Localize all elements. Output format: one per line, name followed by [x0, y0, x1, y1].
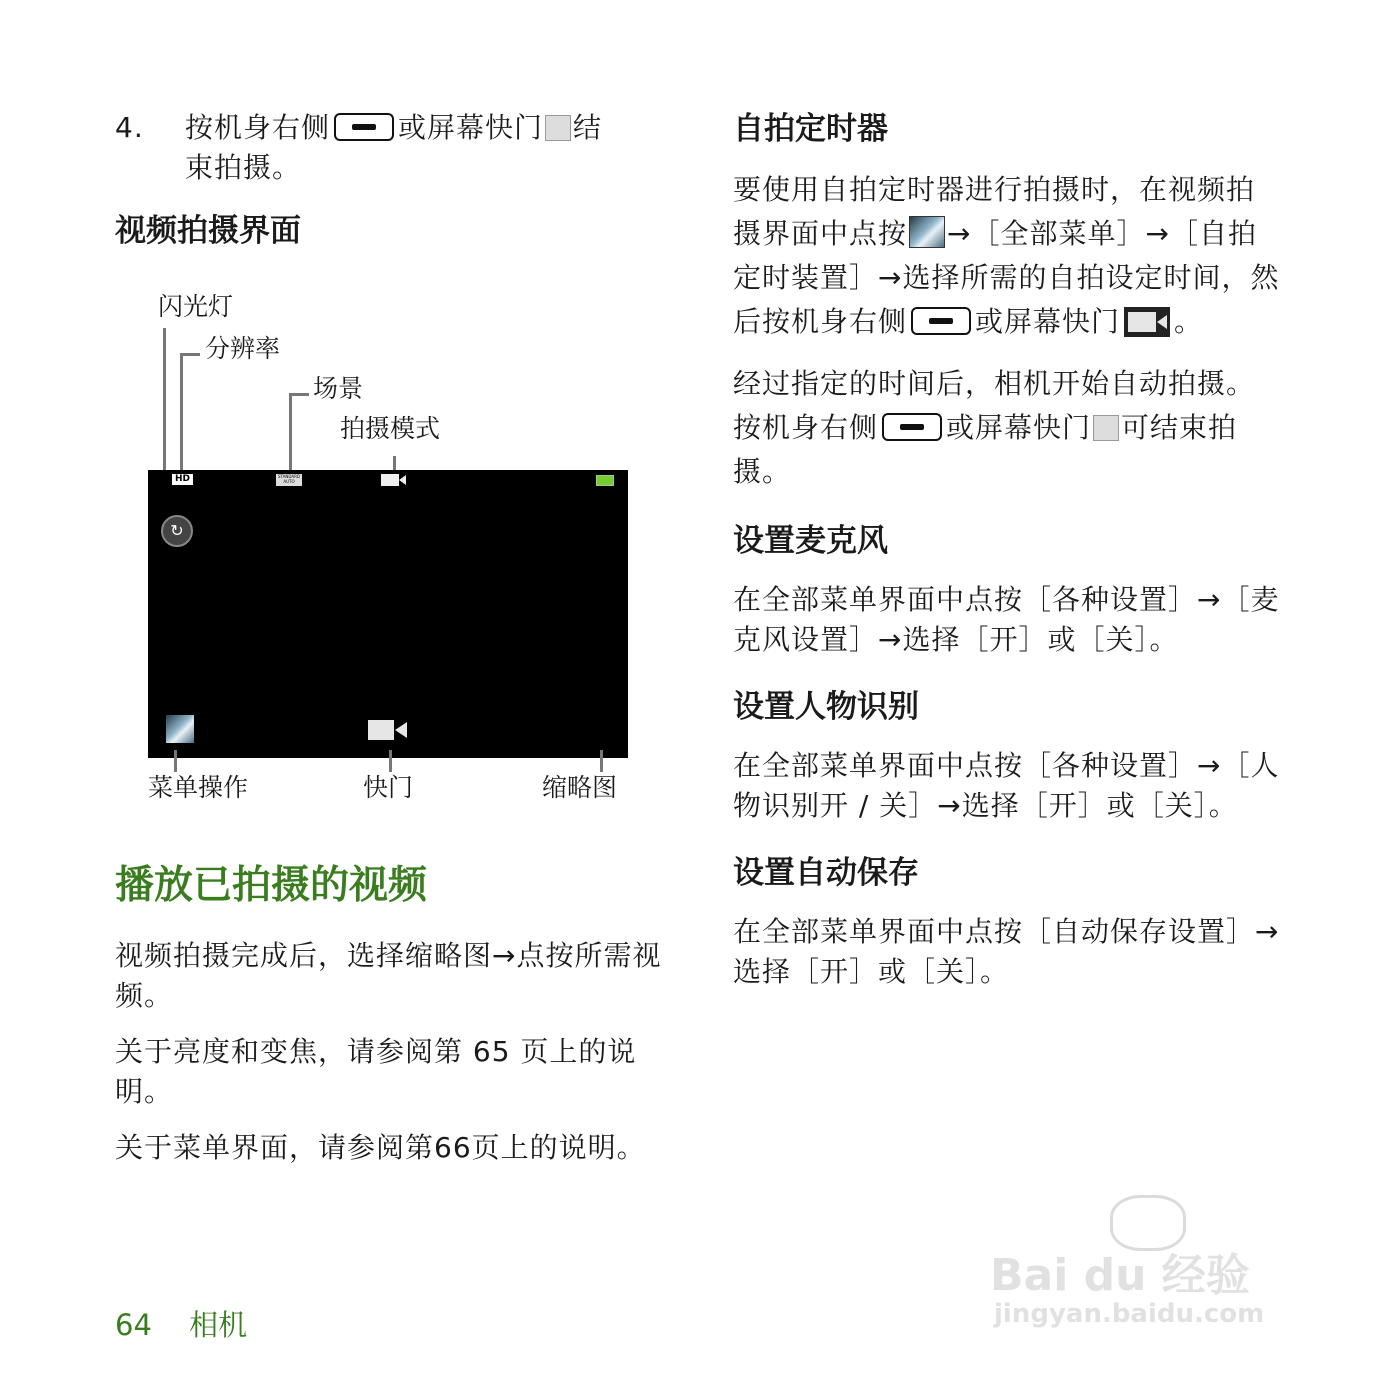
label-scene: 场景 [313, 374, 364, 403]
video-mode-icon-tip [399, 475, 406, 485]
step-4 [115, 108, 665, 188]
playback-paragraph-2: 关于亮度和变焦，请参阅第 65 页上的说明。 [115, 1035, 637, 1108]
timer-text: →［全部菜单］→［自拍定时装置］→选择所需的自拍设定时间，然后按机身右侧 [733, 217, 1280, 338]
label-mode: 拍摄模式 [340, 414, 441, 443]
page-footer [115, 1303, 247, 1344]
footer-section: 相机 [189, 1308, 248, 1342]
face-paragraph: 在全部菜单界面中点按［各种设置］→［人物识别开 / 关］→选择［开］或［关］。 [733, 749, 1280, 822]
timer-text: 或屏幕快门 [975, 305, 1121, 338]
timer-text: 可结束拍摄。 [733, 411, 1238, 488]
timer-paragraph-1 [733, 168, 1283, 344]
side-button-icon [334, 113, 394, 141]
face-title: 设置人物识别 [733, 689, 919, 725]
timer-icon[interactable]: ↻ [161, 515, 193, 547]
playback-title: 播放已拍摄的视频 [115, 863, 428, 908]
leader-thumbnail [600, 750, 603, 772]
leader-resolution-v [180, 353, 183, 473]
left-column [115, 108, 665, 252]
watermark-brand: Bai du 经验 [990, 1250, 1250, 1301]
leader-scene-h [289, 393, 309, 396]
leader-scene-v [289, 393, 292, 473]
side-button-icon [911, 307, 971, 335]
video-mode-icon [381, 474, 399, 486]
section-title-video-ui: 视频拍摄界面 [115, 213, 301, 249]
label-resolution: 分辨率 [205, 334, 281, 363]
playback-paragraph-3: 关于菜单界面，请参阅第66页上的说明。 [115, 1131, 646, 1164]
autosave-paragraph: 在全部菜单界面中点按［自动保存设置］→选择［开］或［关］。 [733, 915, 1280, 988]
timer-text: 。 [1174, 305, 1204, 338]
battery-icon [596, 475, 614, 486]
mic-title: 设置麦克风 [733, 523, 888, 559]
label-menu: 菜单操作 [148, 773, 249, 802]
step-number: 4. [115, 111, 144, 144]
shutter-icon [1093, 415, 1119, 441]
label-flash: 闪光灯 [158, 292, 234, 321]
leader-shutter [389, 750, 392, 772]
leader-menu [174, 750, 177, 772]
scene-badge-bottom: AUTO [283, 479, 295, 484]
right-column [733, 108, 1283, 992]
timer-text: 要使用自拍定时器进行拍摄时，在视频拍摄界面中点按 [733, 173, 1256, 250]
label-shutter: 快门 [363, 773, 414, 802]
label-thumbnail: 缩略图 [542, 773, 618, 802]
viewfinder-screen [148, 470, 628, 758]
video-shutter-icon [1124, 307, 1170, 337]
step-text: 结 [573, 111, 603, 144]
timer-text: 或屏幕快门 [946, 411, 1092, 444]
mic-paragraph: 在全部菜单界面中点按［各种设置］→［麦克风设置］→选择［开］或［关］。 [733, 583, 1280, 656]
playback-paragraph-1: 视频拍摄完成后，选择缩略图→点按所需视频。 [115, 939, 662, 1012]
watermark-url: jingyan.baidu.com [994, 1299, 1265, 1329]
hd-badge: HD [172, 474, 193, 485]
playback-section [115, 860, 665, 1168]
autosave-title: 设置自动保存 [733, 855, 919, 891]
timer-title: 自拍定时器 [733, 111, 888, 147]
scene-badge [276, 474, 302, 486]
shutter-icon [545, 115, 571, 141]
step-text: 或屏幕快门 [398, 111, 544, 144]
timer-paragraph-2 [733, 362, 1283, 494]
leader-resolution-h [180, 353, 200, 356]
side-button-icon [882, 413, 942, 441]
step-text: 按机身右侧 [185, 111, 331, 144]
menu-icon [909, 216, 945, 248]
menu-icon[interactable] [166, 715, 194, 743]
baidu-watermark [990, 1195, 1320, 1345]
scene-badge-top: STANDARD [277, 474, 300, 479]
shutter-camera-icon[interactable] [368, 720, 394, 740]
page-number: 64 [115, 1308, 152, 1342]
timer-text: 经过指定的时间后，相机开始自动拍摄。按机身右侧 [733, 367, 1256, 444]
step-text: 束拍摄。 [185, 151, 302, 184]
shutter-camera-icon-tip [395, 722, 407, 738]
